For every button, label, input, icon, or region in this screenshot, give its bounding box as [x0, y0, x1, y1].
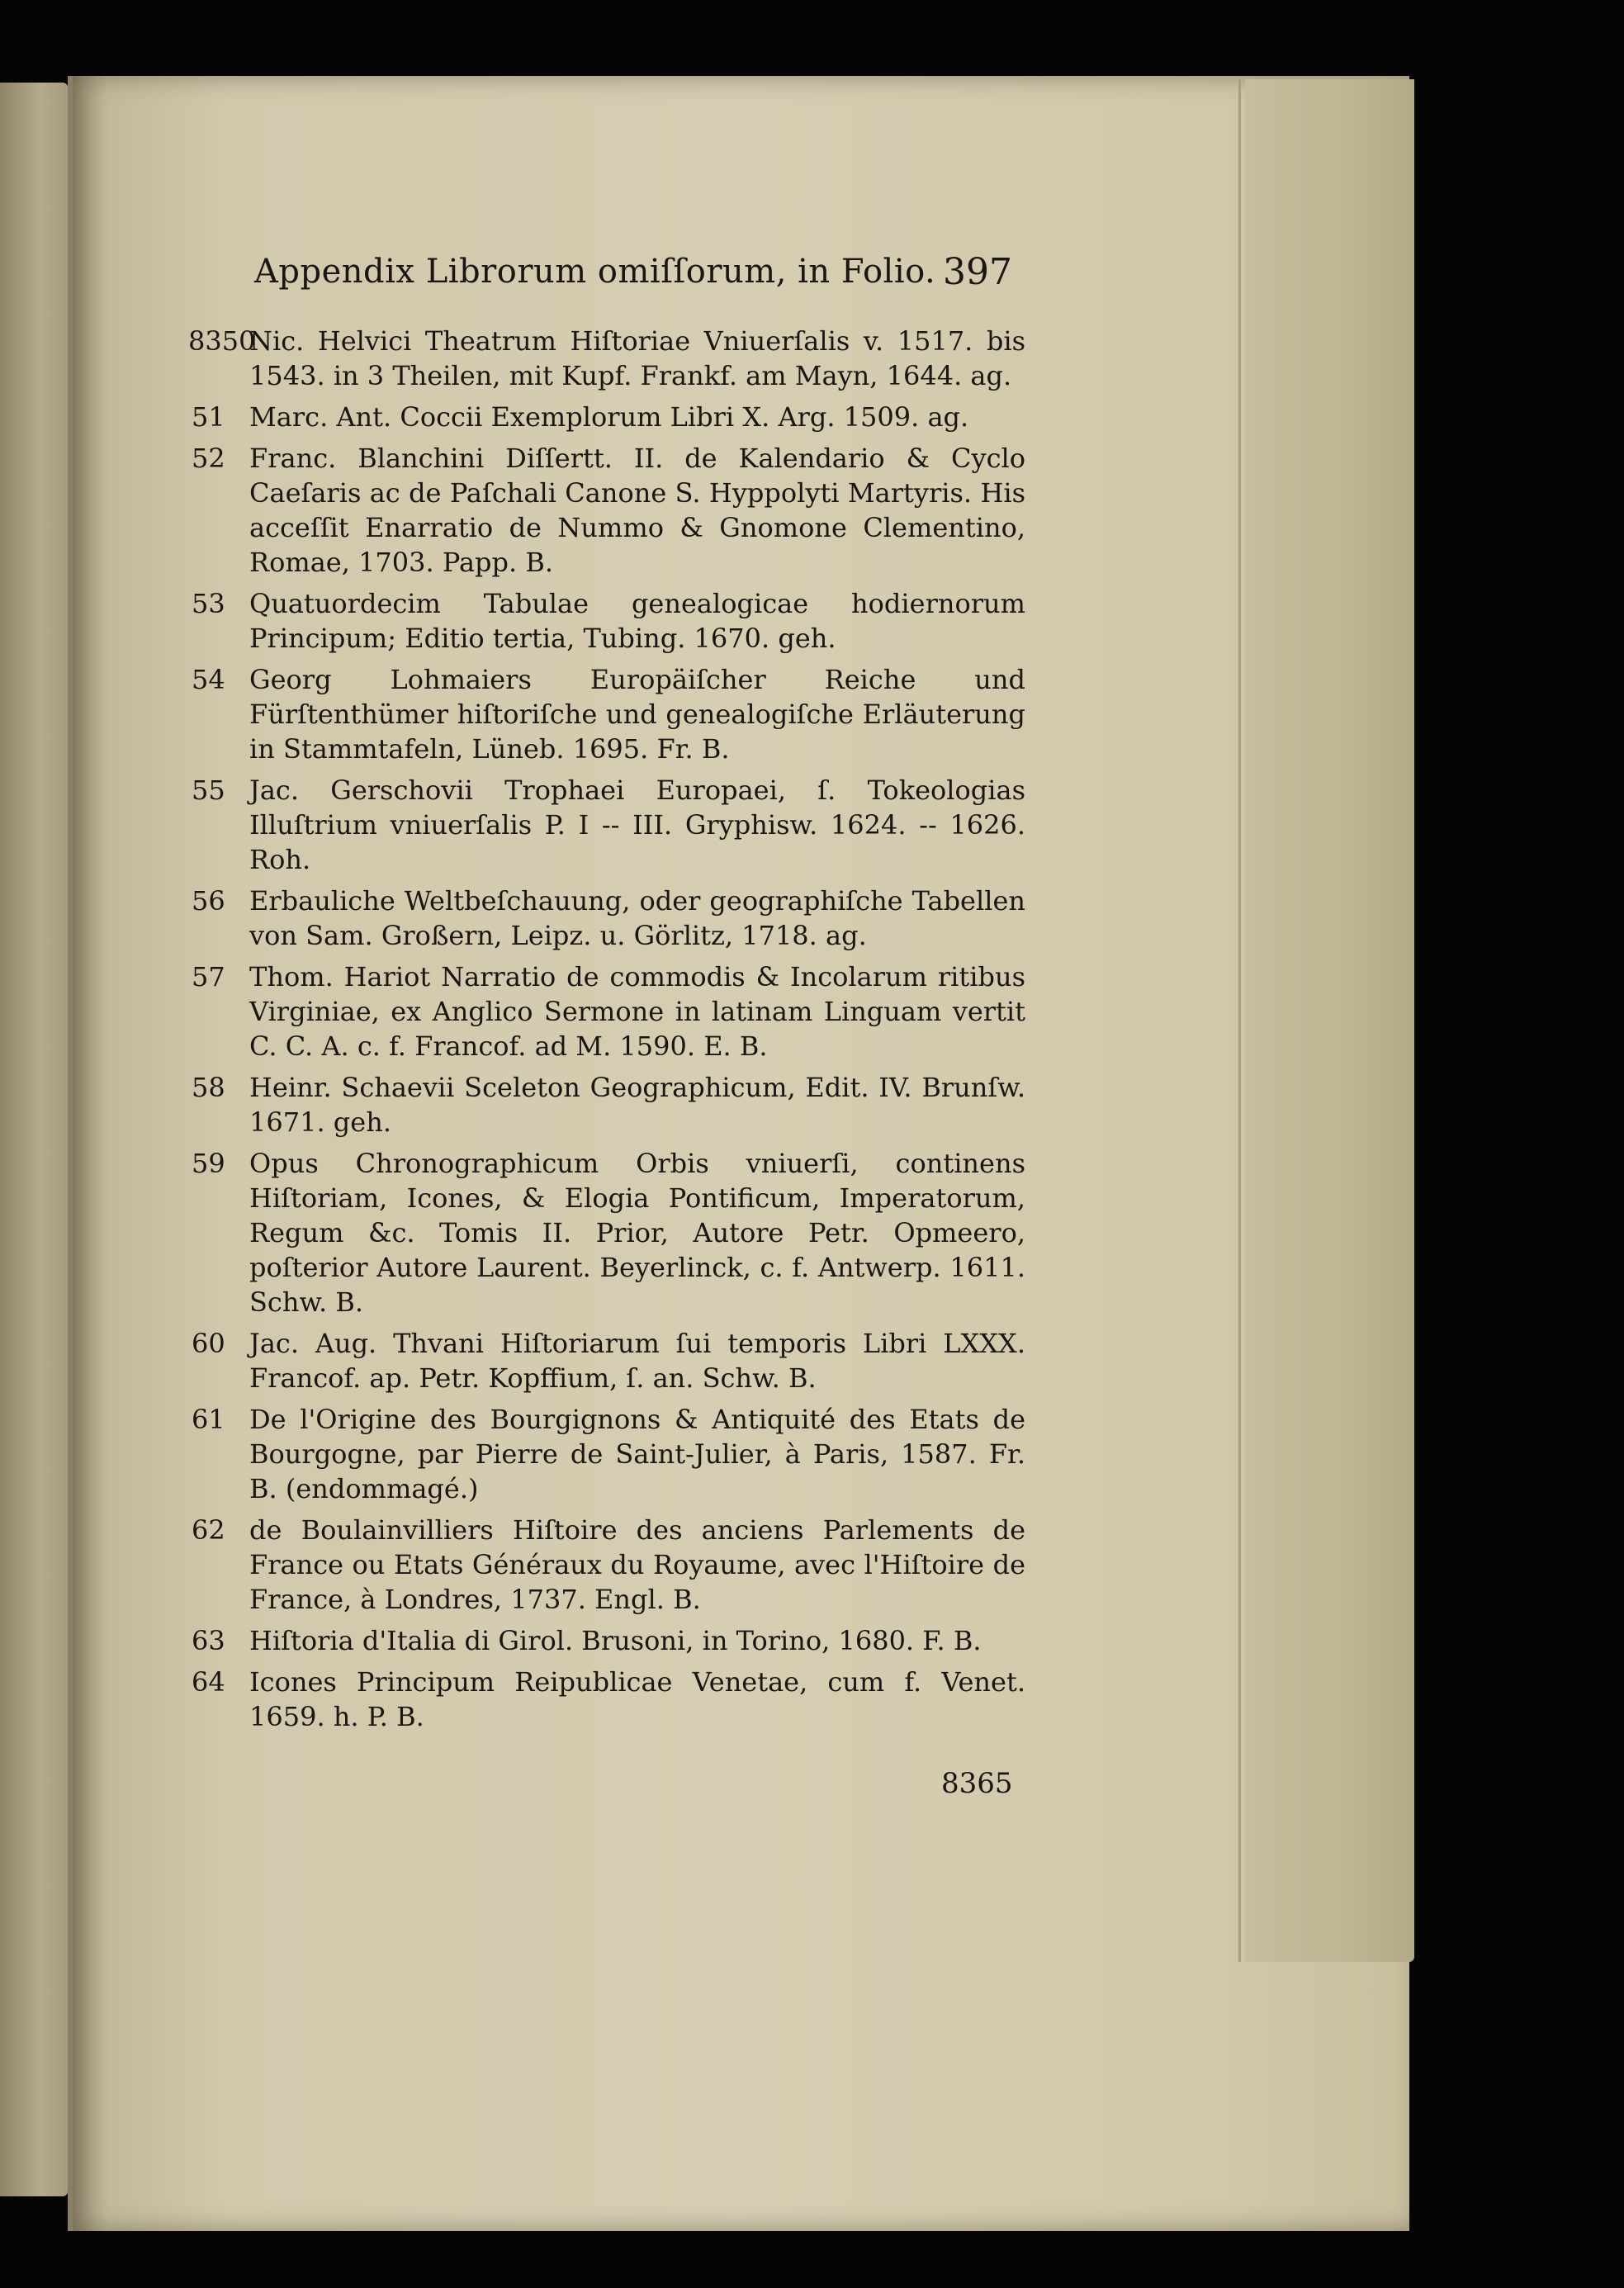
entry-number: 52: [192, 443, 225, 474]
entry-text: Icones Principum Reipublicae Venetae, cum f. Venet. 1659. h. P. B.: [249, 1666, 1025, 1732]
entry-text: Nic. Helvici Theatrum Hiſtoriae Vniuerſalis v. 1517. bis 1543. in 3 Theilen, mit Kupf. Frankf. am Mayn, 1644. ag.: [249, 325, 1025, 391]
facing-page-edge: [0, 83, 68, 2196]
catalog-entry: [192, 1146, 1025, 1319]
entry-text: Georg Lohmaiers Europäiſcher Reiche und Fürſtenthümer hiſtoriſche und genealogiſche Erläuterung in Stammtafeln, Lüneb. 1695. Fr. B.: [249, 664, 1025, 765]
entry-number: 57: [192, 961, 225, 992]
entry-text: Heinr. Schaevii Sceleton Geographicum, Edit. IV. Brunſw. 1671. geh.: [249, 1072, 1025, 1138]
entry-text: De l'Origine des Bourgignons & Antiquité des Etats de Bourgogne, par Pierre de Saint-Julier, à Paris, 1587. Fr. B. (endommagé.): [249, 1404, 1025, 1504]
entry-text: Franc. Blanchini Diſſertt. II. de Kalendario & Cyclo Caeſaris ac de Paſchali Canone S. Hyppolyti Martyris. His acceſſit Enarratio de Nummo & Gnomone Clementino, Romae, 1703. Papp. B.: [249, 443, 1025, 578]
entry-text: Quatuordecim Tabulae genealogicae hodiernorum Principum; Editio tertia, Tubing. 1670. geh.: [249, 588, 1025, 654]
entry-number: 60: [192, 1328, 225, 1359]
catalog-entry: [192, 1326, 1025, 1395]
entry-text: Jac. Gerschovii Trophaei Europaei, ſ. Tokeologias Illuſtrium vniuerſalis P. I -- III. Gryphisw. 1624. -- 1626. Roh.: [249, 775, 1025, 875]
entry-text: Erbauliche Weltbeſchauung, oder geographiſche Tabellen von Sam. Großern, Leipz. u. Görlitz, 1718. ag.: [249, 885, 1025, 951]
catchword: 8365: [941, 1767, 1013, 1800]
entry-text: Jac. Aug. Thvani Hiſtoriarum ſui temporis Libri LXXX. Francof. ap. Petr. Kopffium, ſ. an. Schw. B.: [249, 1328, 1025, 1394]
entry-text: Marc. Ant. Coccii Exemplorum Libri X. Arg. 1509. ag.: [249, 401, 969, 433]
catalog-entry: [192, 773, 1025, 877]
catalog-entry: [192, 1623, 1025, 1658]
entry-number: 54: [192, 664, 225, 695]
catalog-entry: [192, 1070, 1025, 1139]
entry-text: de Boulainvilliers Hiſtoire des anciens Parlements de France ou Etats Généraux du Royaume, avec l'Hiſtoire de France, à Londres, 1737. Engl. B.: [249, 1514, 1025, 1615]
entry-number: 58: [192, 1072, 225, 1103]
catalog-entry: [192, 586, 1025, 656]
entry-number: 59: [192, 1148, 225, 1179]
entry-number: 64: [192, 1666, 225, 1698]
entry-number: 61: [192, 1404, 225, 1435]
gutter-shadow: [68, 76, 73, 2231]
entry-number: 62: [192, 1514, 225, 1546]
catalog-entry: [188, 324, 1025, 393]
entry-text: Hiſtoria d'Italia di Girol. Brusoni, in Torino, 1680. F. B.: [249, 1625, 982, 1656]
catalog-entries: [188, 324, 1025, 1741]
running-header: Appendix Librorum omiſſorum, in Folio.: [254, 253, 936, 291]
entry-number: 53: [192, 588, 225, 619]
entry-text: Opus Chronographicum Orbis vniuerſi, continens Hiſtoriam, Icones, & Elogia Pontificum, Imperatorum, Regum &c. Tomis II. Prior, Autore Petr. Opmeero, poſterior Autore Laurent. Beyerlinck, c. f. Antwerp. 1611. Schw. B.: [249, 1148, 1025, 1318]
entry-number: 51: [192, 401, 225, 433]
catalog-entry: [192, 441, 1025, 580]
entry-number: 55: [192, 775, 225, 806]
catalog-entry: [192, 662, 1025, 766]
entry-number: 8350: [188, 325, 256, 357]
catalog-entry: [192, 400, 1025, 434]
entry-number: 56: [192, 885, 225, 917]
stacked-leaves-edge: [1238, 79, 1414, 1962]
catalog-entry: [192, 1402, 1025, 1506]
catalog-entry: [192, 1513, 1025, 1617]
catalog-entry: [192, 959, 1025, 1063]
catalog-entry: [192, 883, 1025, 953]
entry-text: Thom. Hariot Narratio de commodis & Incolarum ritibus Virginiae, ex Anglico Sermone in latinam Linguam vertit C. C. A. c. f. Francof. ad M. 1590. E. B.: [249, 961, 1025, 1062]
page-number: 397: [943, 251, 1012, 293]
entry-number: 63: [192, 1625, 225, 1656]
catalog-entry: [192, 1665, 1025, 1734]
